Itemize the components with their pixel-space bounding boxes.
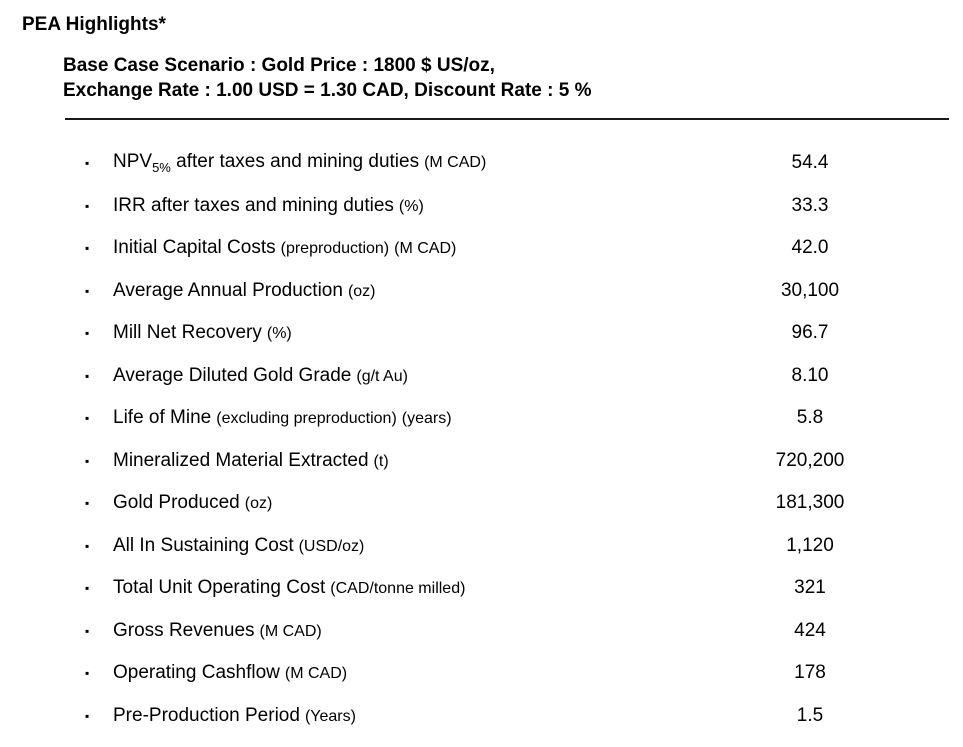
metric-label-main: All In Sustaining Cost bbox=[113, 534, 294, 556]
metric-label bbox=[113, 151, 710, 175]
list-item bbox=[0, 355, 963, 398]
metric-label-note: (excluding preproduction) bbox=[216, 410, 397, 428]
square-bullet-icon: ▪ bbox=[85, 156, 90, 171]
metric-label bbox=[113, 535, 710, 557]
metric-label-unit: (CAD/tonne milled) bbox=[330, 580, 466, 598]
metric-value: 178 bbox=[794, 662, 826, 684]
square-bullet-icon: ▪ bbox=[85, 453, 90, 468]
list-item bbox=[0, 270, 963, 313]
metric-value: 42.0 bbox=[791, 237, 829, 259]
square-bullet-icon: ▪ bbox=[85, 283, 90, 298]
list-item bbox=[0, 397, 963, 440]
list-item bbox=[0, 227, 963, 270]
list-item bbox=[0, 567, 963, 610]
list-item bbox=[0, 695, 963, 738]
scenario-line-1: Base Case Scenario : Gold Price : 1800 $ US/oz, bbox=[63, 55, 495, 76]
metric-label bbox=[113, 237, 710, 259]
metric-label bbox=[113, 662, 710, 684]
metric-value: 33.3 bbox=[791, 194, 829, 216]
metric-value: 181,300 bbox=[775, 492, 845, 514]
square-bullet-icon: ▪ bbox=[85, 708, 90, 723]
metric-value: 321 bbox=[794, 577, 826, 599]
metric-label-unit: (M CAD) bbox=[259, 622, 322, 640]
metric-label-main: Life of Mine bbox=[113, 407, 212, 429]
metric-label bbox=[113, 407, 710, 429]
list-item bbox=[0, 482, 963, 525]
metric-label-unit: (g/t Au) bbox=[356, 367, 408, 385]
list-item bbox=[0, 440, 963, 483]
metric-value: 8.10 bbox=[791, 364, 829, 386]
metric-value: 96.7 bbox=[791, 322, 829, 344]
metric-label-unit: (oz) bbox=[244, 495, 273, 513]
metric-label-main: Gold Produced bbox=[113, 492, 240, 514]
square-bullet-icon: ▪ bbox=[85, 241, 90, 256]
metric-label-subscript: 5% bbox=[152, 160, 171, 176]
square-bullet-icon: ▪ bbox=[85, 496, 90, 511]
metric-value: 1.5 bbox=[796, 704, 824, 726]
metric-label-main: Gross Revenues bbox=[113, 619, 255, 641]
square-bullet-icon: ▪ bbox=[85, 368, 90, 383]
metric-label-main: Initial Capital Costs bbox=[113, 237, 276, 259]
list-item bbox=[0, 312, 963, 355]
square-bullet-icon: ▪ bbox=[85, 623, 90, 638]
metric-label-main: Mill Net Recovery bbox=[113, 322, 262, 344]
metric-label-unit: (years) bbox=[401, 410, 452, 428]
list-item bbox=[0, 610, 963, 653]
metric-label bbox=[113, 450, 710, 472]
metric-label-unit: (M CAD) bbox=[284, 665, 348, 683]
metric-label bbox=[113, 365, 710, 387]
metric-label-unit: (t) bbox=[373, 452, 389, 470]
metric-label bbox=[113, 195, 710, 217]
metric-value: 424 bbox=[794, 619, 826, 641]
scenario-line-2: Exchange Rate : 1.00 USD = 1.30 CAD, Discount Rate : 5 % bbox=[63, 80, 592, 101]
metric-label-unit: (M CAD) bbox=[424, 154, 487, 172]
metric-label bbox=[113, 577, 710, 599]
metric-label-unit: (%) bbox=[398, 197, 424, 215]
metric-value: 30,100 bbox=[780, 279, 840, 301]
metric-label-main: Pre-Production Period bbox=[113, 704, 300, 726]
metric-value: 1,120 bbox=[786, 534, 834, 556]
metric-label bbox=[113, 280, 710, 302]
metric-label-main: Total Unit Operating Cost bbox=[113, 577, 326, 599]
scenario-subtitle bbox=[63, 53, 963, 103]
square-bullet-icon: ▪ bbox=[85, 326, 90, 341]
square-bullet-icon: ▪ bbox=[85, 538, 90, 553]
metric-label-main: Mineralized Material Extracted bbox=[113, 449, 369, 471]
metric-label bbox=[113, 322, 710, 344]
list-item bbox=[0, 142, 963, 185]
metric-value: 720,200 bbox=[775, 449, 845, 471]
square-bullet-icon: ▪ bbox=[85, 581, 90, 596]
page-title: PEA Highlights* bbox=[22, 14, 166, 35]
metric-label-rest: after taxes and mining duties bbox=[170, 151, 420, 173]
metric-label-note: (preproduction) bbox=[280, 240, 390, 258]
metric-label-unit: (USD/oz) bbox=[298, 537, 365, 555]
metric-label bbox=[113, 620, 710, 642]
metric-label-main: Operating Cashflow bbox=[113, 662, 280, 684]
metric-value: 5.8 bbox=[796, 407, 824, 429]
metric-label-unit: (M CAD) bbox=[394, 240, 457, 258]
metric-label-unit: (oz) bbox=[347, 282, 376, 300]
metric-label bbox=[113, 492, 710, 514]
list-item bbox=[0, 525, 963, 568]
metric-label bbox=[113, 705, 710, 727]
metric-label-main: Average Diluted Gold Grade bbox=[113, 364, 352, 386]
metric-label-unit: (Years) bbox=[304, 707, 356, 725]
metric-label-main: Average Annual Production bbox=[113, 279, 343, 301]
square-bullet-icon: ▪ bbox=[85, 198, 90, 213]
square-bullet-icon: ▪ bbox=[85, 411, 90, 426]
metric-label-unit: (%) bbox=[266, 325, 292, 343]
metric-label-main: IRR after taxes and mining duties bbox=[113, 194, 394, 216]
square-bullet-icon: ▪ bbox=[85, 666, 90, 681]
highlights-list bbox=[0, 142, 963, 737]
divider-rule bbox=[65, 118, 949, 120]
metric-value: 54.4 bbox=[791, 152, 829, 174]
metric-label-main: NPV bbox=[113, 151, 153, 173]
list-item bbox=[0, 652, 963, 695]
list-item bbox=[0, 185, 963, 228]
